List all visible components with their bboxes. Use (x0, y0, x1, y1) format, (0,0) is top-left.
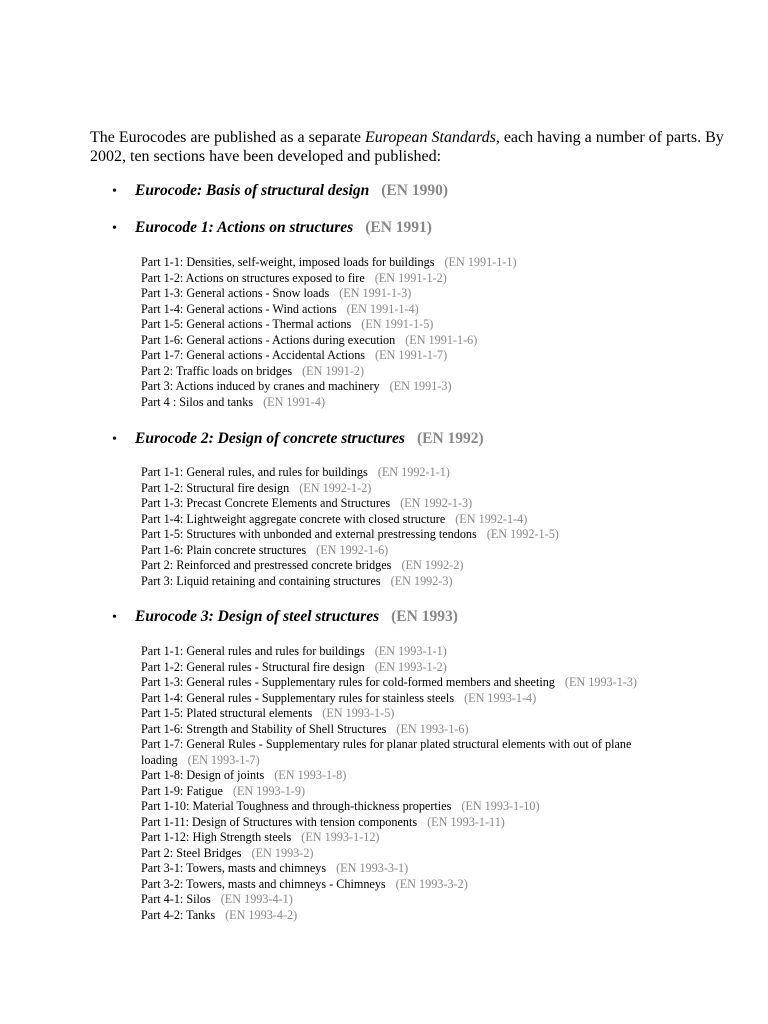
part-code: (EN 1991-2) (302, 363, 365, 378)
list-item (141, 706, 681, 722)
list-item (141, 512, 741, 528)
list-item (141, 317, 741, 333)
part-code: (EN 1992-1-5) (486, 527, 559, 541)
part-name: Part 1-3: General rules - Supplementary rules for cold-formed members and sheeting (141, 675, 555, 689)
part-code: (EN 1993-1-9) (232, 783, 306, 798)
part-name: Part 1-3: Precast Concrete Elements and Structures (141, 496, 391, 510)
section-title: Eurocode: Basis of structural design (135, 182, 370, 199)
part-code: (EN 1993-1-1) (374, 644, 447, 658)
list-item (141, 892, 681, 908)
part-name: Part 1-9: Fatigue (141, 783, 223, 798)
part-name: Part 1-2: Actions on structures exposed to fire (141, 270, 365, 285)
part-code: (EN 1992-1-4) (455, 511, 528, 526)
part-code: (EN 1993-1-3) (564, 675, 637, 689)
part-name: Part 2: Traffic loads on bridges (141, 363, 293, 378)
parts-list-en1991 (141, 255, 741, 410)
list-item (141, 830, 681, 846)
bullet-icon: • (112, 432, 117, 447)
part-name: Part 3-2: Towers, masts and chimneys - Chimneys (141, 876, 386, 891)
list-item (141, 644, 681, 660)
intro-text-after: , each having a number of parts. By 2002, ten sections have been developed and published: (90, 129, 724, 165)
intro-text-before: The Eurocodes are published as a separate (90, 129, 365, 146)
intro-paragraph (90, 128, 750, 166)
part-name: Part 3: Liquid retaining and containing structures (141, 573, 381, 588)
part-code: (EN 1993-1-12) (301, 830, 380, 844)
part-code: (EN 1992-3) (390, 573, 453, 588)
part-code: (EN 1993-1-6) (396, 721, 469, 736)
list-item (141, 364, 741, 380)
part-name: Part 1-7: General actions - Accidental Actions (141, 348, 366, 362)
section-heading-en1991 (112, 218, 432, 238)
part-name: Part 1-5: Structures with unbonded and external prestressing tendons (141, 527, 477, 541)
part-code: (EN 1993-1-11) (427, 814, 505, 829)
part-name: Part 1-4: General rules - Supplementary rules for stainless steels (141, 690, 455, 705)
part-name: Part 1-12: High Strength steels (141, 830, 292, 844)
parts-list-en1992 (141, 465, 741, 589)
part-code: (EN 1992-1-2) (299, 480, 372, 495)
part-name: Part 1-2: General rules - Structural fire design (141, 659, 365, 674)
list-item (141, 379, 741, 395)
section-title: Eurocode 2: Design of concrete structures (135, 430, 405, 447)
part-code: (EN 1991-1-2) (374, 270, 447, 285)
list-item (141, 799, 681, 815)
list-item (141, 527, 741, 543)
part-code: (EN 1991-4) (263, 394, 325, 409)
part-code: (EN 1991-3) (389, 379, 452, 393)
part-name: Part 1-2: Structural fire design (141, 480, 290, 495)
part-code: (EN 1993-1-2) (374, 659, 447, 674)
section-heading-en1990 (112, 181, 448, 201)
list-item (141, 271, 741, 287)
part-code: (EN 1992-1-6) (316, 542, 389, 557)
section-title: Eurocode 1: Actions on structures (135, 219, 354, 236)
part-code: (EN 1993-1-7) (187, 752, 260, 767)
part-code: (EN 1993-2) (251, 845, 314, 860)
part-name: Part 1-6: General actions - Actions during execution (141, 332, 396, 347)
list-item (141, 465, 741, 481)
section-code: (EN 1992) (416, 430, 484, 447)
part-name: Part 1-10: Material Toughness and through-thickness properties (141, 799, 452, 813)
section-heading-en1992 (112, 429, 484, 449)
part-name: Part 1-6: Plain concrete structures (141, 542, 307, 557)
list-item (141, 846, 681, 862)
section-code: (EN 1993) (391, 608, 458, 625)
part-code: (EN 1993-4-2) (225, 907, 298, 922)
part-name: Part 1-5: General actions - Thermal actions (141, 317, 352, 331)
part-code: (EN 1991-1-1) (444, 255, 517, 269)
part-code: (EN 1992-1-3) (400, 496, 473, 510)
part-name: Part 1-8: Design of joints (141, 768, 265, 782)
list-item (141, 333, 741, 349)
intro-emphasis: European Standards (365, 129, 496, 146)
section-code: (EN 1990) (381, 182, 448, 199)
list-item (141, 395, 741, 411)
part-code: (EN 1993-3-1) (336, 861, 409, 875)
list-item (141, 861, 681, 877)
list-item (141, 737, 681, 768)
list-item (141, 496, 741, 512)
part-name: Part 1-7: General Rules - Supplementary rules for planar plated structural elements with out of plane loading (141, 737, 632, 767)
part-code: (EN 1993-1-4) (464, 690, 537, 705)
part-name: Part 4 : Silos and tanks (141, 394, 254, 409)
part-name: Part 1-1: Densities, self-weight, imposed loads for buildings (141, 255, 435, 269)
list-item (141, 660, 681, 676)
part-name: Part 1-1: General rules and rules for buildings (141, 644, 365, 658)
parts-list-en1993 (141, 644, 681, 923)
list-item (141, 815, 681, 831)
part-code: (EN 1993-1-10) (461, 799, 540, 813)
part-name: Part 2: Reinforced and prestressed concrete bridges (141, 558, 392, 572)
list-item (141, 558, 741, 574)
part-name: Part 1-4: General actions - Wind actions (141, 301, 337, 316)
list-item (141, 286, 741, 302)
section-code: (EN 1991) (365, 219, 432, 236)
part-name: Part 1-1: General rules, and rules for buildings (141, 465, 368, 479)
list-item (141, 691, 681, 707)
part-name: Part 1-4: Lightweight aggregate concrete with closed structure (141, 511, 446, 526)
part-code: (EN 1991-1-5) (361, 317, 434, 331)
part-code: (EN 1993-1-8) (274, 768, 347, 782)
list-item (141, 348, 741, 364)
section-title: Eurocode 3: Design of steel structures (135, 608, 380, 625)
part-name: Part 1-3: General actions - Snow loads (141, 286, 330, 300)
part-code: (EN 1993-4-1) (220, 892, 293, 906)
list-item (141, 722, 681, 738)
part-code: (EN 1991-1-7) (375, 348, 448, 362)
list-item (141, 908, 681, 924)
part-code: (EN 1992-2) (401, 558, 464, 572)
list-item (141, 481, 741, 497)
part-code: (EN 1991-1-4) (346, 301, 419, 316)
part-code: (EN 1993-3-2) (395, 876, 468, 891)
list-item (141, 784, 681, 800)
list-item (141, 675, 681, 691)
part-code: (EN 1991-1-6) (405, 332, 478, 347)
section-heading-en1993 (112, 607, 458, 627)
part-code: (EN 1991-1-3) (339, 286, 412, 300)
part-name: Part 2: Steel Bridges (141, 845, 242, 860)
list-item (141, 877, 681, 893)
bullet-icon: • (112, 221, 117, 236)
part-name: Part 4-2: Tanks (141, 907, 216, 922)
list-item (141, 255, 741, 271)
bullet-icon: • (112, 610, 117, 625)
part-code: (EN 1993-1-5) (322, 706, 395, 720)
part-name: Part 3-1: Towers, masts and chimneys (141, 861, 327, 875)
list-item (141, 543, 741, 559)
part-code: (EN 1992-1-1) (377, 465, 450, 479)
part-name: Part 1-6: Strength and Stability of Shell Structures (141, 721, 387, 736)
list-item (141, 302, 741, 318)
part-name: Part 3: Actions induced by cranes and machinery (141, 379, 380, 393)
part-name: Part 4-1: Silos (141, 892, 211, 906)
part-name: Part 1-5: Plated structural elements (141, 706, 313, 720)
bullet-icon: • (112, 184, 117, 199)
part-name: Part 1-11: Design of Structures with tension components (141, 814, 418, 829)
list-item (141, 768, 681, 784)
list-item (141, 574, 741, 590)
